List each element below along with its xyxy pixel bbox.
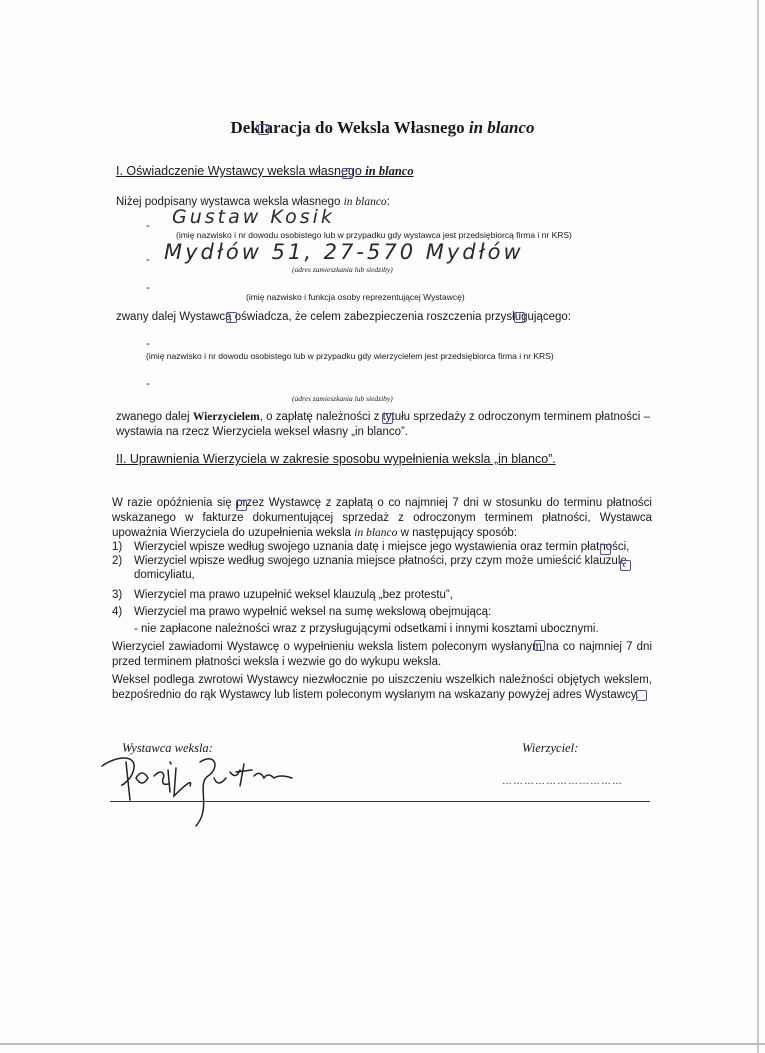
- title-text: Deklaracja do Weksla Własnego: [230, 118, 469, 137]
- correction-mark: [620, 560, 631, 571]
- section2-paragraph1: [112, 496, 652, 541]
- section2-paragraph3: Weksel podlega zwrotowi Wystawcy niezwłocznie po uiszczeniu wszelkich należności objętych wekslem, bezpośrednio do rąk Wystawcy lub listem poleconym wysłanym na wskazany powyżej adres Wystawcy.: [112, 674, 652, 701]
- correction-mark: [514, 312, 525, 323]
- list-item-text: Wierzyciel wpisze według swojego uznania miejsce płatności, przy czym może umieścić klauzulę domicyliatu,: [134, 555, 627, 581]
- creditor-text-2: , o zapłatę należności z tytułu sprzedaży z odroczonym terminem płatności – wystawia na rzecz Wierzyciela weksel własny „in blanco”.: [116, 411, 650, 438]
- list-item: [112, 540, 657, 554]
- issuer-signature: [96, 748, 296, 833]
- correction-mark: [258, 124, 269, 135]
- authorization-list: [112, 540, 657, 636]
- correction-mark: [600, 544, 611, 555]
- issuer-statement: zwany dalej Wystawcą oświadcza, że celem zabezpieczenia roszczenia przysługującego:: [116, 311, 572, 323]
- list-item-number: 2): [112, 555, 123, 567]
- field2-caption: (adres zamieszkania lub siedziby): [292, 265, 393, 274]
- scan-edge-right: [757, 0, 759, 1053]
- list-subitem-text: - nie zapłacone należności wraz z przysługującymi odsetkami i innymi kosztami ubocznymi.: [134, 623, 599, 635]
- list-item: [112, 605, 657, 619]
- creditor-bold: Wierzycielem: [192, 411, 260, 423]
- correction-mark: [236, 500, 247, 511]
- field5-bullet: -: [146, 378, 150, 390]
- section2-heading: II. Uprawnienia Wierzyciela w zakresie sposobu wypełnienia weksla „in blanco”.: [116, 452, 556, 466]
- creditor-text-1: zwanego dalej: [116, 411, 193, 423]
- field3-caption: (imię nazwisko i funkcja osoby reprezentującej Wystawcę): [246, 292, 465, 302]
- correction-mark: [636, 690, 647, 701]
- correction-mark: [226, 312, 237, 323]
- field4-bullet: -: [146, 338, 150, 350]
- field1-handwritten: Gustaw Kosik: [172, 206, 335, 228]
- list-subitem: [112, 622, 657, 636]
- field2-handwritten: Mydłów 51, 27-570 Mydłów: [164, 240, 524, 264]
- list-item-number: 3): [112, 589, 123, 601]
- list-item: [112, 588, 657, 602]
- list-item-text: Wierzyciel ma prawo wypełnić weksel na sumę wekslową obejmującą:: [134, 606, 492, 618]
- correction-mark: [382, 413, 393, 424]
- para1-end: w następujący sposób:: [397, 527, 517, 539]
- field2-bullet: -: [146, 254, 150, 266]
- list-item-text: Wierzyciel ma prawo uzupełnić weksel klauzulą „bez protestu”,: [134, 589, 453, 601]
- list-item-number: 1): [112, 541, 123, 553]
- creditor-signature-line: ……………………………: [502, 776, 623, 787]
- para1-italic: in blanco: [354, 527, 398, 539]
- section1-heading: [116, 164, 414, 179]
- field1-bullet: -: [146, 220, 150, 232]
- list-item: [112, 554, 657, 582]
- signature-separator-line: [110, 801, 650, 802]
- document-title: [0, 118, 765, 138]
- title-italic: in blanco: [468, 118, 535, 137]
- section1-heading-italic: in blanco: [365, 164, 414, 178]
- para1-text: W razie opóźnienia się przez Wystawcę z zapłatą o co najmniej 7 dni w stosunku do terminu płatności wskazanego w fakturze dokumentującej sprzedaż z odroczonym terminem płatności, Wystawca upoważnia Wierzyciela do uzupełnienia weksla: [112, 497, 652, 539]
- issuer-label: Wystawca weksla:: [122, 741, 213, 755]
- intro-italic: in blanco: [343, 196, 387, 208]
- field3-bullet: -: [146, 282, 150, 294]
- field5-caption: (adres zamieszkania lub siedziby): [292, 394, 393, 403]
- section1-heading-text: I. Oświadczenie Wystawcy weksla własnego: [116, 164, 366, 178]
- correction-mark: [534, 640, 545, 651]
- creditor-label: Wierzyciel:: [522, 741, 579, 755]
- correction-mark: [342, 168, 353, 179]
- scan-edge-bottom: [0, 1043, 765, 1045]
- section2-paragraph2: Wierzyciel zawiadomi Wystawcę o wypełnieniu weksla listem poleconym wysłanym na co najmniej 7 dni przed terminem płatności weksla i wezwie go do wykupu weksla.: [112, 641, 652, 668]
- list-item-text: Wierzyciel wpisze według swojego uznania datę i miejsce jego wystawienia oraz termin płatności,: [134, 541, 630, 553]
- intro-end: :: [386, 196, 390, 208]
- list-item-number: 4): [112, 606, 123, 618]
- field1-caption: (imię nazwisko i nr dowodu osobistego lub w przypadku gdy wystawca jest przedsiębiorcą firma i nr KRS): [176, 230, 572, 240]
- field4-caption: (imię nazwisko i nr dowodu osobistego lub w przypadku gdy wierzycielem jest przedsiębiorca firma i nr KRS): [146, 351, 554, 361]
- intro-text: Niżej podpisany wystawca weksla własnego: [116, 196, 344, 208]
